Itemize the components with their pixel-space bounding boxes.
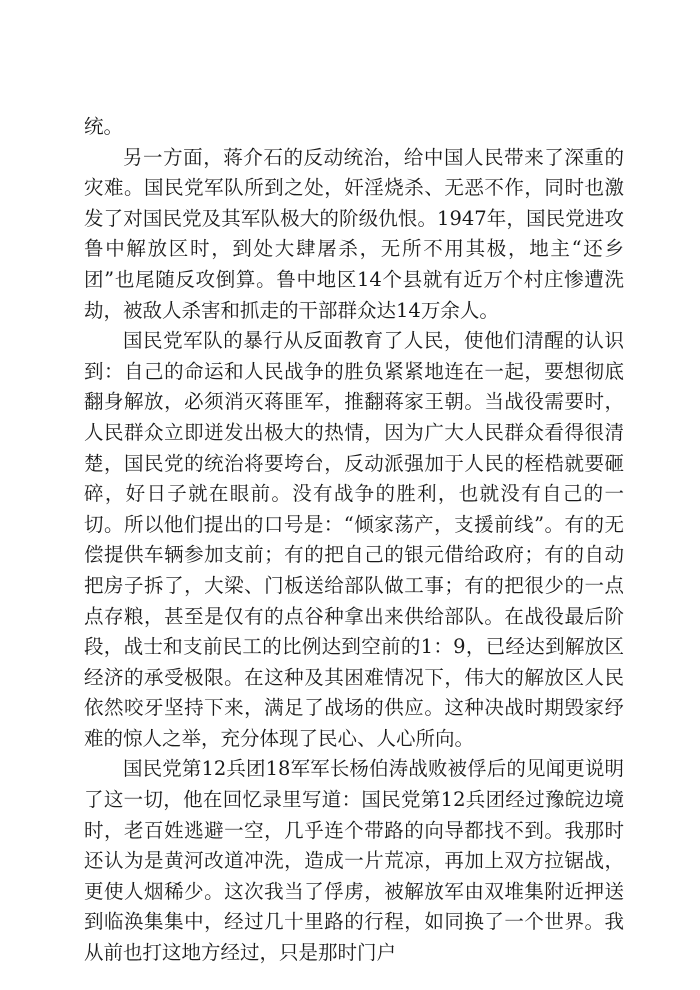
- paragraph-kmt-atrocities: 另一方面，蒋介石的反动统治，给中国人民带来了深重的灾难。国民党军队所到之处，奸淫烧杀、无恶不作，同时也激发了对国民党及其军队极大的阶级仇恨。1947年，国民党进攻鲁中解放区时，到处大肆屠杀，无所不用其极，地主“还乡团”也尾随反攻倒算。鲁中地区14个县就有近万个村庄惨遭洗劫，被敌人杀害和抓走的干部群众达14万余人。: [84, 145, 624, 322]
- body-text: [84, 112, 624, 969]
- paragraph-continuation: 统。: [84, 115, 124, 138]
- paragraph-yang-botao-memoir: 国民党第12兵团18军军长杨伯涛战败被俘后的见闻更说明了这一切，他在回忆录里写道：国民党第12兵团经过豫皖边境时，老百姓逃避一空，几乎连个带路的向导都找不到。我那时还认为是黄河改道冲洗，造成一片荒凉，再加上双方拉锯战，更使人烟稀少。这次我当了俘虏，被解放军由双堆集附近押送到临涣集集中，经过几十里路的行程，如同换了一个世界。我从前也打这地方经过，只是那时门户: [84, 757, 624, 965]
- paragraph-people-support: 国民党军队的暴行从反面教育了人民，使他们清醒的认识到：自己的命运和人民战争的胜负紧紧地连在一起，要想彻底翻身解放，必须消灭蒋匪军，推翻蒋家王朝。当战役需要时，人民群众立即迸发出极大的热情，因为广大人民群众看得很清楚，国民党的统治将要垮台，反动派强加于人民的桎梏就要砸碎，好日子就在眼前。没有战争的胜利，也就没有自己的一切。所以他们提出的口号是：“倾家荡产，支援前线”。有的无偿提供车辆参加支前；有的把自己的银元借给政府；有的自动把房子拆了，大梁、门板送给部队做工事；有的把很少的一点点存粮，甚至是仅有的点谷种拿出来供给部队。在战役最后阶段，战士和支前民工的比例达到空前的1：9，已经达到解放区经济的承受极限。在这种及其困难情况下，伟大的解放区人民依然咬牙坚持下来，满足了战场的供应。这种决战时期毁家纾难的惊人之举，充分体现了民心、人心所向。: [84, 329, 624, 750]
